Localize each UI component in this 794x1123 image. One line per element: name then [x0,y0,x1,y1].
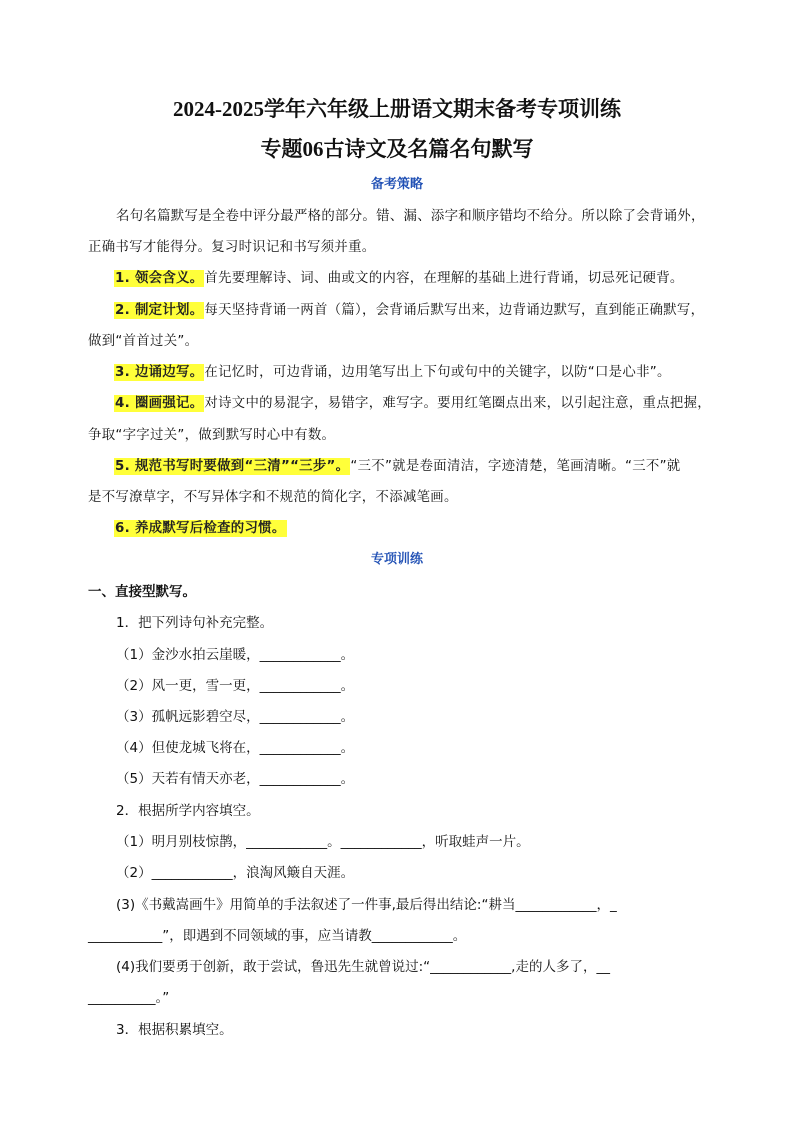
tip-2 [114,302,704,320]
tip-5 [114,458,681,476]
q1-stem: 1．把下列诗句补充完整。 [116,615,274,631]
tip-4-label: 4. 圈画强记。 [115,396,204,411]
part1-title: 一、直接型默写。 [88,584,196,600]
q2-item-2: （2）____________，浪淘风簸自天涯。 [116,865,355,881]
tip-3 [114,364,671,382]
tip-5-continued: 是不写潦草字，不写异体字和不规范的简化字，不添减笔画。 [88,490,458,505]
tip-2-continued: 做到“首首过关”。 [88,334,199,349]
q2-item-1: （1）明月别枝惊鹊，____________。____________，听取蛙声一片。 [116,834,530,850]
q1-item-2: （2）风一更，雪一更，____________。 [116,678,355,694]
tip-4 [114,395,711,413]
tip-1-label: 1. 领会含义。 [115,271,204,286]
q2-item-3: (3)《书戴嵩画牛》用简单的手法叙述了一件事,最后得出结论:“耕当____________，_ [116,897,617,913]
q2-stem: 2．根据所学内容填空。 [116,803,260,819]
tip-4-text: 对诗文中的易混字，易错字，难写字。要用红笔圈点出来，以引起注意，重点把握， [204,396,711,411]
q2-item-4: (4)我们要勇于创新，敢于尝试，鲁迅先生就曾说过:“____________,走的人多了，__ [116,959,610,975]
tip-3-text: 在记忆时，可边背诵，边用笔写出上下句或句中的关键字，以防“口是心非”。 [204,365,671,380]
tip-5-text: “三不”就是卷面清洁，字迹清楚，笔画清晰。“三不”就 [350,459,681,474]
document-title: 2024-2025学年六年级上册语文期末备考专项训练 [173,97,621,121]
q3-stem: 3．根据积累填空。 [116,1022,233,1038]
tip-2-text: 每天坚持背诵一两首（篇），会背诵后默写出来，边背诵边默写，直到能正确默写， [204,303,705,318]
tip-3-label: 3. 边诵边写。 [115,365,204,380]
strategy-heading: 备考策略 [370,177,423,192]
strategy-intro-line1: 名句名篇默写是全卷中评分最严格的部分。错、漏、添字和顺序错均不给分。所以除了会背诵外， [116,209,705,224]
q1-item-1: （1）金沙水拍云崖暖，____________。 [116,647,355,663]
practice-heading: 专项训练 [370,552,423,567]
tip-6-label: 6. 养成默写后检查的习惯。 [115,521,286,536]
strategy-intro-line2: 正确书写才能得分。复习时识记和书写须并重。 [88,240,376,255]
q2-item-4-continued: __________。” [88,990,170,1006]
q1-item-5: （5）天若有情天亦老，____________。 [116,771,355,787]
tip-4-continued: 争取“字字过关”，做到默写时心中有数。 [88,428,336,443]
q1-item-3: （3）孤帆远影碧空尽，____________。 [116,709,355,725]
tip-1 [114,270,684,288]
q1-item-4: （4）但使龙城飞将在，____________。 [116,740,355,756]
document-subtitle: 专题06古诗文及名篇名句默写 [260,137,534,161]
tip-1-text: 首先要理解诗、词、曲或文的内容，在理解的基础上进行背诵，切忌死记硬背。 [204,271,684,286]
tip-5-label: 5. 规范书写时要做到“三清”“三步”。 [115,459,350,474]
q2-item-3-continued: ___________”，即遇到不同领域的事，应当请教____________。 [88,928,467,944]
tip-2-label: 2. 制定计划。 [115,303,204,318]
tip-6 [114,520,287,538]
